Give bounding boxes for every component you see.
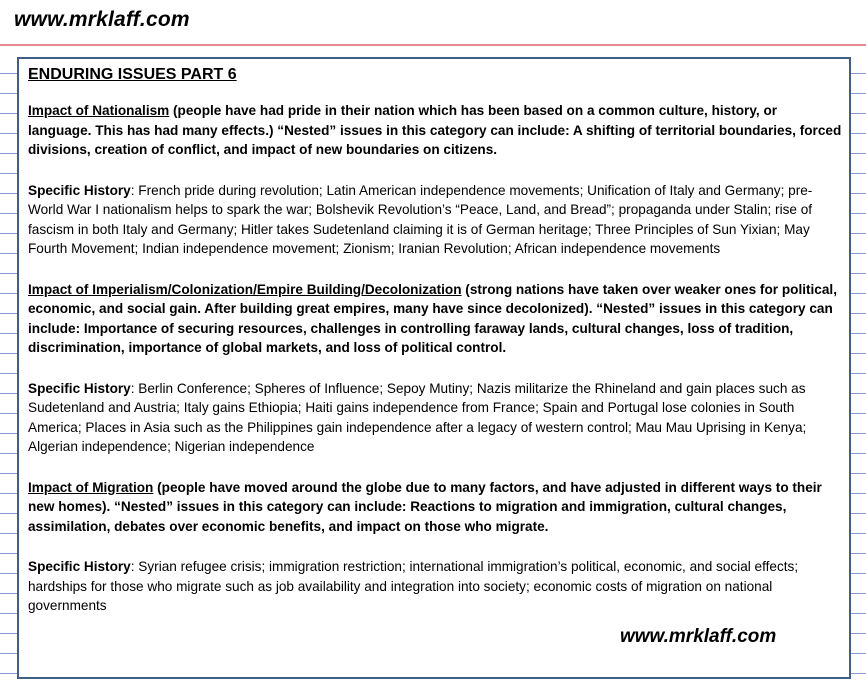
section-description-text: (people have moved around the globe due to many factors, and have adjusted in different ways to their new homes). “Nested” issues in this category can include: Reactions to migration and immigration, cultural changes, assimilation, debates over economic benefits, and impact on those who migrate. xyxy=(28,479,822,534)
section-heading: Impact of Imperialism/Colonization/Empire Building/Decolonization xyxy=(28,281,462,297)
section-description-text: (strong nations have taken over weaker ones for political, economic, and social gain. After building great empires, many have since decolonized). “Nested” issues in this category can include: Importance of securing resources, challenges in controlling faraway lands, cultural changes, loss of tradition, discrimination, importance of global markets, and loss of political control. xyxy=(28,281,837,355)
history-label: Specific History xyxy=(28,380,131,396)
history-migration xyxy=(28,557,844,616)
history-nationalism xyxy=(28,181,844,259)
section-description-text: (people have had pride in their nation which has been based on a common culture, history, or language. This has had many effects.) “Nested” issues in this category can include: A shifting of territorial boundaries, forced divisions, creation of conflict, and impact of new boundaries on citizens. xyxy=(28,103,842,157)
section-heading: Impact of Migration xyxy=(28,479,154,495)
history-text: : Syrian refugee crisis; immigration restriction; international immigration’s political, economic, and social effects; hardships for those who migrate such as job availability and integration into society; economic costs of migration on national governments xyxy=(28,559,799,613)
history-label: Specific History xyxy=(28,559,131,574)
section-description xyxy=(28,101,844,160)
history-imperialism xyxy=(28,379,844,457)
history-label: Specific History xyxy=(28,182,131,198)
history-text: : French pride during revolution; Latin American independence movements; Unification of Italy and Germany; pre-World War I nationalism helps to spark the war; Bolshevik Revolution’s “Peace, Land, and Bread”; propaganda under Stalin; rise of fascism in both Italy and Germany; Hitler takes Sudetenland claiming it is of German heritage; Three Principles of Sun Yixian; May Fourth Movement; Indian independence movement; Zionism; Iranian Revolution; African independence movements xyxy=(28,182,813,256)
section-heading: Impact of Nationalism xyxy=(28,103,170,118)
history-text: : Berlin Conference; Spheres of Influence; Sepoy Mutiny; Nazis militarize the Rhineland and gain places such as Sudetenland and Austria; Italy gains Ethiopia; Haiti gains independence from France; Spain and Portugal lose colonies in South America; Places in Asia such as the Philippines gain independence after a legacy of western control; Mau Mau Uprising in Kenya; Algerian independence; Nigerian independence xyxy=(28,380,807,454)
document-content xyxy=(28,65,844,637)
section-description xyxy=(28,478,844,537)
document-card xyxy=(17,57,851,679)
section-migration xyxy=(28,478,844,537)
section-description xyxy=(28,280,844,358)
header-divider xyxy=(0,44,866,46)
site-url-header: www.mrklaff.com xyxy=(14,8,190,31)
section-nationalism xyxy=(28,101,844,160)
page-title: ENDURING ISSUES PART 6 xyxy=(28,66,237,83)
site-url-footer: www.mrklaff.com xyxy=(620,626,777,647)
section-imperialism xyxy=(28,280,844,358)
